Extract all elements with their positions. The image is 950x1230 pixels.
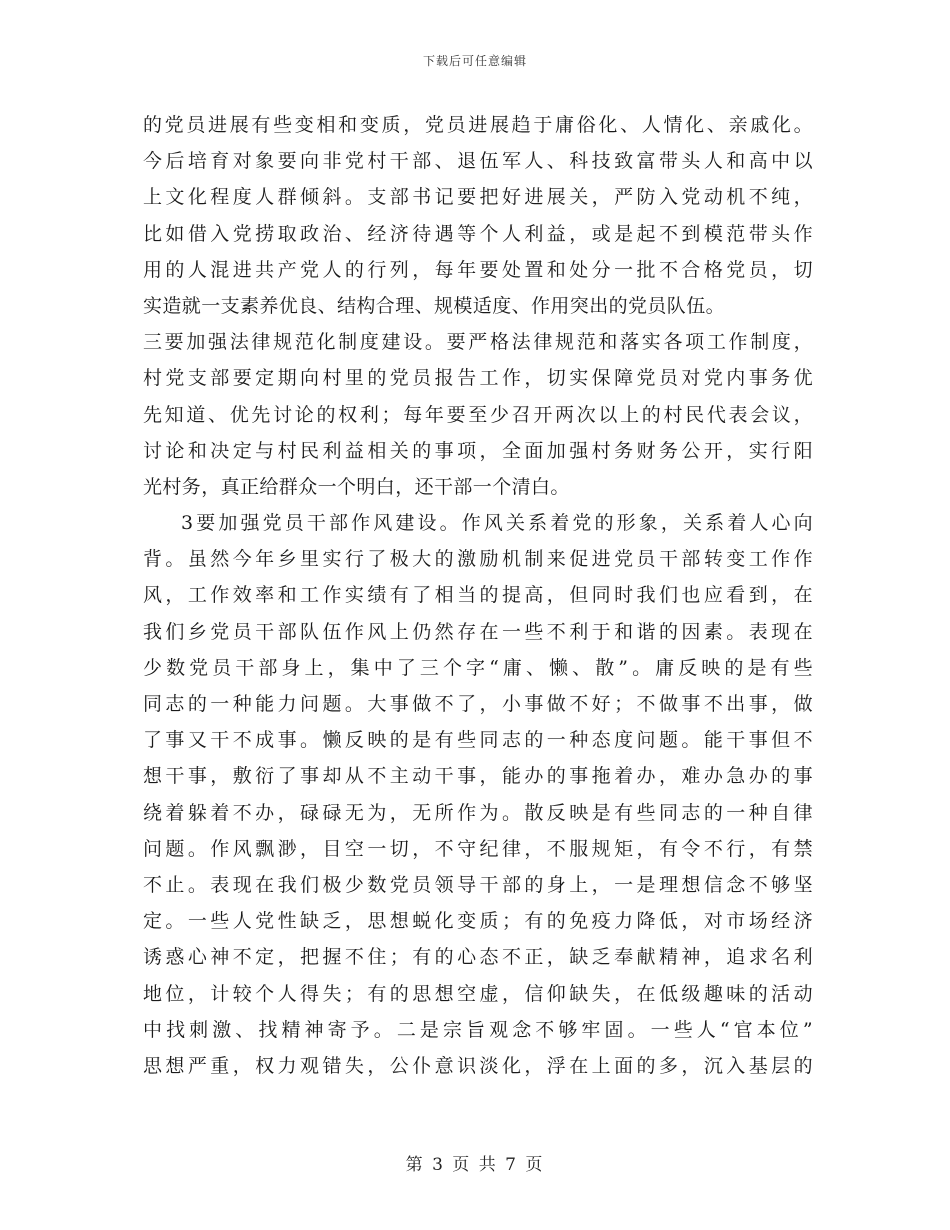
paragraph (143, 107, 813, 324)
page-header: 下载后可任意编辑 (422, 54, 527, 68)
text-line: 实造就一支素养优良、结构合理、规模适度、作用突出的党员队伍。 (143, 294, 726, 317)
text-line: 诱惑心神不定，把握不住；有的心态不正，缺乏奉献精神，追求名利 (143, 946, 813, 969)
text-line: 地位，计较个人得失；有的思想空虚，信仰缺失，在低级趣味的活动 (143, 982, 813, 1005)
text-line: 的党员进展有些变相和变质，党员进展趋于庸俗化、人情化、亲戚化。 (143, 114, 813, 136)
text-line: 村党支部要定期向村里的党员报告工作，切实保障党员对党内事务优 (143, 367, 813, 390)
text-line: 不止。表现在我们极少数党员领导干部的身上，一是理想信念不够坚 (143, 873, 813, 896)
text-line: 我们乡党员干部队伍作风上仍然存在一些不利于和谐的因素。表现在 (143, 620, 813, 643)
text-line: 思想严重，权力观错失，公仆意识淡化，浮在上面的多，沉入基层的 (143, 1054, 813, 1077)
text-line: 风，工作效率和工作实绩有了相当的提高，但同时我们也应看到，在 (143, 584, 813, 607)
text-line: 讨论和决定与村民利益相关的事项，全面加强村务财务公开，实行阳 (143, 439, 813, 462)
text-line: 了事又干不成事。懒反映的是有些同志的一种态度问题。能干事但不 (143, 729, 813, 752)
document-body (143, 107, 813, 1084)
text-line: 想干事，敷衍了事却从不主动干事，能办的事拖着办，难办急办的事 (143, 765, 813, 788)
text-line: 3要加强党员干部作风建设。作风关系着党的形象，关系着人心向 (181, 512, 813, 535)
text-line: 背。虽然今年乡里实行了极大的激励机制来促进党员干部转变工作作 (143, 548, 813, 571)
text-line: 先知道、优先讨论的权利；每年要至少召开两次以上的村民代表会议， (143, 403, 813, 426)
text-line: 三要加强法律规范化制度建设。要严格法律规范和落实各项工作制度， (143, 331, 813, 354)
text-line: 今后培育对象要向非党村干部、退伍军人、科技致富带头人和高中以 (143, 150, 813, 173)
text-line: 少数党员干部身上，集中了三个字“庸、懒、散”。庸反映的是有些 (143, 656, 813, 679)
paragraph (143, 324, 813, 505)
text-line: 同志的一种能力问题。大事做不了，小事做不好；不做事不出事，做 (143, 693, 813, 715)
text-line: 问题。作风飘渺，目空一切，不守纪律，不服规矩，有令不行，有禁 (143, 837, 813, 860)
text-line: 中找刺激、找精神寄予。二是宗旨观念不够牢固。一些人“官本位” (143, 1018, 813, 1041)
text-line: 光村务，真正给群众一个明白，还干部一个清白。 (143, 475, 570, 498)
text-line: 比如借入党捞取政治、经济待遇等个人利益，或是起不到模范带头作 (143, 222, 813, 245)
text-line: 用的人混进共产党人的行列，每年要处置和处分一批不合格党员，切 (143, 258, 813, 281)
page-number-footer: 第 3 页 共 7 页 (405, 1155, 545, 1175)
text-line: 上文化程度人群倾斜。支部书记要把好进展关，严防入党动机不纯， (143, 186, 813, 209)
paragraph (143, 505, 813, 1084)
text-line: 定。一些人党性缺乏，思想蜕化变质；有的免疫力降低，对市场经济 (143, 910, 813, 933)
text-line: 绕着躲着不办，碌碌无为，无所作为。散反映是有些同志的一种自律 (143, 801, 813, 824)
